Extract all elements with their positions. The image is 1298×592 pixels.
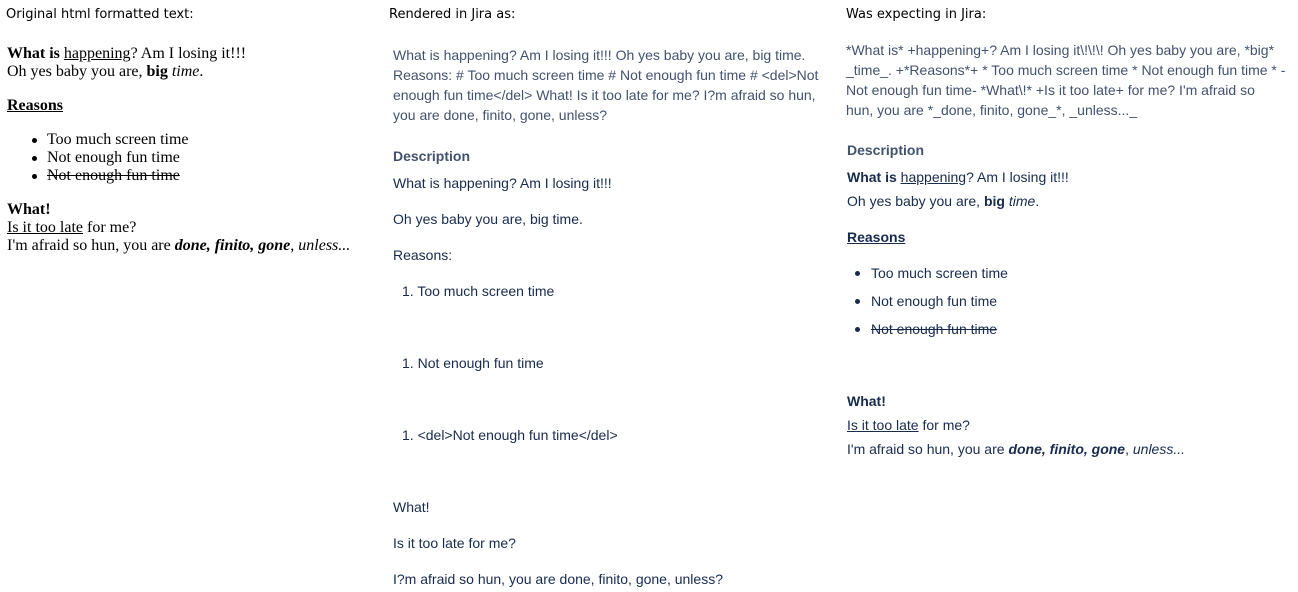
original-what-text: What! bbox=[7, 201, 51, 218]
original-reason-item: Not enough fun time bbox=[47, 149, 189, 167]
original-reasons-heading-text: Reasons bbox=[7, 97, 64, 114]
rendered-desc-line2: Oh yes baby you are, big time. bbox=[393, 211, 583, 227]
rendered-description-label: Description bbox=[393, 148, 471, 164]
rendered-summary-line: What is happening? Am I losing it!!! Oh yes baby you are, big time. bbox=[393, 47, 806, 63]
expected-description-label: Description bbox=[847, 142, 925, 158]
rendered-late: Is it too late for me? bbox=[393, 535, 516, 551]
original-afraid-bold-italic: done, finito, gone bbox=[174, 237, 291, 254]
expected-afraid-italic: unless... bbox=[1132, 441, 1186, 457]
rendered-summary-line: enough fun time</del> What! Is it too late for me? I?m afraid so hun, bbox=[393, 87, 816, 103]
original-afraid-line bbox=[7, 237, 377, 255]
expected-afraid-line bbox=[847, 439, 1185, 459]
original-late-underline: Is it too late bbox=[7, 219, 83, 236]
rendered-list-text: Not enough fun time bbox=[417, 355, 544, 371]
expected-line1 bbox=[847, 167, 1069, 187]
expected-reasons-list bbox=[871, 263, 1008, 347]
expected-late-underline: Is it too late bbox=[847, 417, 919, 433]
original-bold-what-is: What is bbox=[7, 45, 60, 62]
expected-summary-line: hun, you are *_done, finito, gone_*, _unless..._ bbox=[846, 102, 1138, 118]
rendered-summary bbox=[393, 45, 818, 125]
expected-summary bbox=[846, 40, 1285, 120]
rendered-list-item bbox=[402, 425, 618, 445]
expected-afraid-comma: , bbox=[1125, 441, 1133, 457]
original-bold-big: big bbox=[146, 63, 168, 80]
original-reason-item bbox=[47, 167, 189, 185]
rendered-list-item bbox=[402, 281, 554, 301]
expected-underline-happening: happening bbox=[900, 169, 967, 185]
original-afraid-comma: , bbox=[290, 237, 299, 254]
expected-header: Was expecting in Jira: bbox=[846, 7, 987, 22]
expected-reason-item: Not enough fun time bbox=[871, 291, 1008, 319]
original-header: Original html formatted text: bbox=[6, 7, 194, 22]
expected-summary-line: _time_. +*Reasons*+ * Too much screen time * Not enough fun time * - bbox=[846, 62, 1286, 78]
rendered-afraid: I?m afraid so hun, you are done, finito, gone, unless? bbox=[393, 571, 723, 587]
expected-late-line bbox=[847, 415, 970, 435]
expected-what-heading bbox=[847, 391, 886, 411]
expected-bold-what-is: What is bbox=[847, 169, 897, 185]
rendered-list-item bbox=[402, 353, 544, 373]
expected-reasons-heading-text: Reasons bbox=[847, 229, 906, 245]
original-late-rest: for me? bbox=[82, 219, 137, 236]
rendered-list-number: 1. bbox=[402, 355, 414, 371]
original-afraid-italic: unless... bbox=[298, 237, 351, 254]
original-reason-item: Too much screen time bbox=[47, 131, 189, 148]
expected-line2 bbox=[847, 191, 1039, 211]
original-reason-strike: Not enough fun time bbox=[47, 167, 180, 184]
original-line2-end: . bbox=[199, 63, 204, 80]
original-afraid-pre: I'm afraid so hun, you are bbox=[7, 237, 175, 254]
original-line2-pre: Oh yes baby you are, bbox=[7, 63, 147, 80]
original-reasons-heading bbox=[7, 97, 63, 115]
expected-line2-pre: Oh yes baby you are, bbox=[847, 193, 984, 209]
expected-summary-line: Not enough fun time- *What\!* +Is it too late+ for me? I'm afraid so bbox=[846, 82, 1255, 98]
rendered-list-number: 1. bbox=[402, 283, 414, 299]
expected-afraid-pre: I'm afraid so hun, you are bbox=[847, 441, 1009, 457]
original-outro bbox=[7, 201, 377, 255]
expected-italic-time: time bbox=[1008, 193, 1036, 209]
original-italic-time: time bbox=[171, 63, 200, 80]
expected-bold-big: big bbox=[983, 193, 1005, 209]
expected-summary-line: *What is* +happening+? Am I losing it\!\!\! Oh yes baby you are, *big* bbox=[846, 42, 1275, 58]
original-underline-happening: happening bbox=[63, 45, 131, 62]
rendered-summary-line: Reasons: # Too much screen time # Not enough fun time # <del>Not bbox=[393, 67, 819, 83]
rendered-desc-reasons: Reasons: bbox=[393, 247, 453, 263]
expected-reason-item bbox=[871, 319, 1008, 347]
expected-what-text: What! bbox=[847, 393, 886, 409]
original-what-heading bbox=[7, 201, 377, 219]
rendered-list-number: 1. bbox=[402, 427, 414, 443]
original-line1-rest: ? Am I losing it!!! bbox=[130, 45, 247, 62]
rendered-desc-line1: What is happening? Am I losing it!!! bbox=[393, 175, 612, 191]
expected-line2-end: . bbox=[1035, 193, 1040, 209]
rendered-list-text: Too much screen time bbox=[417, 283, 555, 299]
original-intro bbox=[7, 45, 377, 81]
expected-reason-item: Too much screen time bbox=[871, 263, 1008, 291]
expected-reason-strike: Not enough fun time bbox=[871, 321, 998, 337]
expected-reasons-heading bbox=[847, 227, 905, 247]
expected-late-rest: for me? bbox=[918, 417, 970, 433]
rendered-summary-line: you are done, finito, gone, unless? bbox=[393, 107, 608, 123]
original-late-line bbox=[7, 219, 377, 237]
original-line1 bbox=[7, 45, 377, 63]
rendered-what: What! bbox=[393, 499, 430, 515]
original-line2 bbox=[7, 63, 377, 81]
rendered-list-text: <del>Not enough fun time</del> bbox=[417, 427, 618, 443]
rendered-header: Rendered in Jira as: bbox=[389, 7, 516, 22]
expected-afraid-bold-italic: done, finito, gone bbox=[1008, 441, 1126, 457]
expected-line1-rest: ? Am I losing it!!! bbox=[966, 169, 1069, 185]
original-reasons-list bbox=[47, 131, 189, 185]
